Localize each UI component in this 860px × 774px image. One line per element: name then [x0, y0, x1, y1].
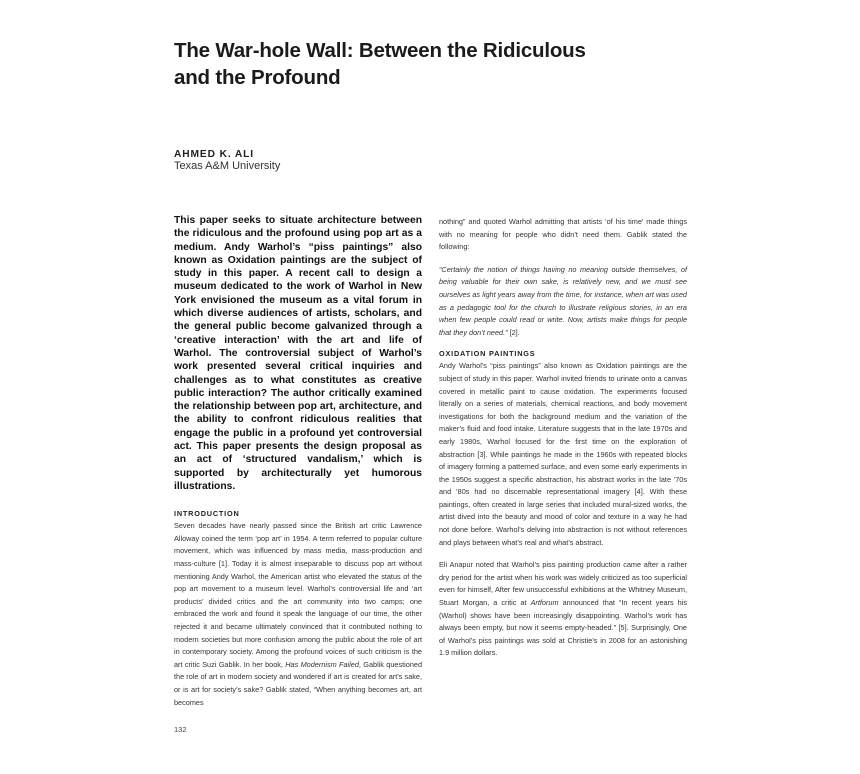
left-column: [174, 214, 422, 709]
continued-paragraph: nothing” and quoted Warhol admitting that artists ‘of his time’ made things with no meaning for people who didn’t need them. Gablik stated the following:: [439, 217, 687, 252]
introduction-text-b: , Gablik questioned the role of art in modern society and wondered if art is created for art’s sake, or is art for society’s sake? Gablik stated, “When anything becomes art, art becomes: [174, 659, 422, 707]
introduction-text: [174, 520, 422, 709]
quote-text: “Certainly the notion of things having no meaning outside themselves, of being valuable for their own sake, is relatively new, and we must see ourselves as light years away from the time, for instance, when art was used as a pedagogic tool for the church to illustrate religious stories, in an era when few people could read or write. Now, artists make things for people that they don’t need.”: [439, 264, 687, 337]
introduction-text-a: Seven decades have nearly passed since the British art critic Lawrence Alloway coined the term ‘pop art’ in 1954. A term referred to popular culture movement, which was influenced by mass media, mass-production and mass-culture [1]. Today it is almost inseparable to discuss pop art without mentioning Andy Warhol, the American artist who elevated the status of the pop art movement to a museum level. Warhol’s controversial life and ‘art products’ divided critics and the art community into two camps; one embraced the work and found it speak the language of our time, the other rejected it and became ultimately convinced that it contributed nothing to modern societies but more confusion among the public about the role of art in contemporary society. Among the profound voices of such criticism is the art critic Suzi Gablik. In her book,: [174, 521, 422, 669]
anapur-paragraph: [439, 559, 687, 660]
oxidation-text: Andy Warhol’s “piss paintings” also known as Oxidation paintings are the subject of study in this paper. Warhol invited friends to urinate onto a canvas covered in metallic paint to cause oxidation. The experiments focused literally on a series of materials, chemical reactions, and body movement investigations for both the background medium and the variation of the maker’s fluid and food intake. Literature suggests that in the late 1970s and early 1980s, Warhol focused for the first time on the exploration of abstraction [3]. While paintings he made in the 1960s with repeated blocks of imagery forming a patterned surface, and even some early experiments in the 1950s suggest a specific abstraction, his abstract works in the late ’70s and ’80s had no discernable representational imagery [4]. With these paintings, often created in large series that included mural-sized works, the artist dived into the beauty and mood of color and texture in a way he had not done before. Warhol’s delving into abstraction is not without references and plays between what’s real and what’s abstract.: [439, 361, 687, 547]
paper-title: The War-hole Wall: Between the Ridiculous and the Profound: [174, 39, 586, 89]
anapur-text-b: announced that “In recent years his (Warhol) shows have been increasingly disappointing. Warhol’s work has always been empty, but now it seems empty-headed.” [5]. Surprisingly, One of Warhol’s piss paintings was sold at Christie’s in 2008 for an astonishing 1.9 million dollars.: [439, 598, 688, 658]
anapur-text-a: Eli Anapur noted that Warhol’s piss painting production came after a rather dry period for the artist when his work was widely criticized as too superficial even for himself, After few unsuccessful exhibitions at the Whitney Museum, Stuart Morgan, a critic at: [439, 560, 687, 608]
right-column: [439, 216, 687, 660]
artforum-title: Artforum: [530, 598, 559, 608]
page-number: 132: [174, 725, 187, 734]
author-name: AHMED K. ALI: [174, 149, 255, 160]
quote-reference: [2].: [507, 327, 520, 337]
gablik-quote: [439, 264, 687, 340]
abstract: This paper seeks to situate architecture between the ridiculous and the profound using pop art as a medium. Andy Warhol’s “piss paintings” also known as Oxidation paintings are the subject of study in this paper. A recent call to design a museum dedicated to the work of Warhol in New York envisioned the museum as a vital forum in which diverse audiences of artists, scholars, and the general public become galvanized through a ‘creative interaction’ with the art and life of Warhol. The controversial subject of Warhol’s work presented several critical inquiries and challenges as to what constitutes as creative public interaction? The author critically examined the relationship between pop art, architecture, and the ability to confront ridiculous realities that engage the public in a profound yet controversial act. This paper presents the design proposal as an act of ‘structured vandalism,’ which is supported by architecturally yet humorous illustrations.: [174, 215, 422, 492]
author-affiliation: Texas A&M University: [174, 160, 281, 172]
introduction-heading: INTRODUCTION: [174, 509, 240, 519]
book-title: Has Modernism Failed: [285, 659, 359, 669]
oxidation-heading: OXIDATION PAINTINGS: [439, 349, 536, 359]
